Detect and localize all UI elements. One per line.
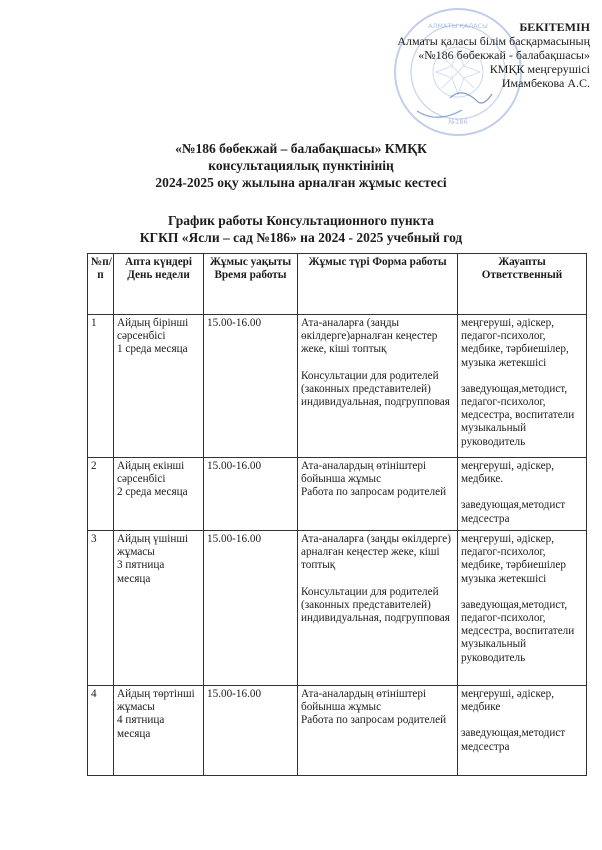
cell-time: 15.00-16.00 [204, 531, 298, 686]
day-kz: Айдың бірінші сәрсенбісі [117, 317, 189, 343]
day-kz: Айдың үшінші жұмасы [117, 533, 189, 559]
cell-day [114, 686, 204, 776]
header-form: Жұмыс түрі Форма работы [298, 254, 458, 315]
cell-form [298, 315, 458, 458]
cell-form [298, 686, 458, 776]
cell-time: 15.00-16.00 [204, 686, 298, 776]
resp-ru: заведующая,методист, педагог-психолог, медсестра, воспитатели музыкальный руководитель [461, 382, 575, 448]
form-ru: Консультации для родителей (законных представителей) индивидуальная, подгрупповая [301, 369, 450, 409]
form-kz: Ата-аналарға (заңды өкілдерге) арналған кеңестер жеке, кіші топтық [301, 533, 451, 572]
schedule-table [87, 253, 587, 776]
heading-line: консультациялық пунктінінің [208, 158, 394, 173]
resp-ru: заведующая,методист медсестра [461, 499, 566, 525]
form-kz: Ата-аналардың өтініштері бойынша жұмыс [301, 460, 427, 486]
cell-num: 3 [88, 531, 114, 686]
cell-time: 15.00-16.00 [204, 458, 298, 531]
form-ru: Консультации для родителей (законных представителей) индивидуальная, подгрупповая [301, 585, 450, 625]
approval-title: БЕКІТЕМІН [519, 20, 590, 34]
svg-text:АЛМАТЫ ҚАЛАСЫ: АЛМАТЫ ҚАЛАСЫ [428, 22, 488, 30]
resp-kz: меңгеруші, әдіскер, педагог-психолог, медбике, тәрбиешілер, музыка жетекшісі [461, 317, 569, 369]
header-num: №п/п [88, 254, 114, 315]
approval-line: Имамбекова А.С. [501, 76, 590, 90]
day-ru: 2 среда месяца [117, 486, 188, 499]
approval-line: КМҚК меңгерушісі [489, 62, 590, 76]
header-time: Жұмыс уақыты Время работы [204, 254, 298, 315]
cell-resp [458, 315, 587, 458]
svg-text:№186: №186 [448, 118, 468, 126]
approval-line: Алматы қаласы білім басқармасының [397, 34, 590, 48]
heading-line: График работы Консультационного пункта [168, 213, 434, 228]
form-kz: Ата-аналарға (заңды өкілдерге)арналған кеңестер жеке, кіші топтық [301, 317, 438, 356]
resp-kz: меңгеруші, әдіскер, медбике [461, 688, 555, 714]
cell-resp [458, 458, 587, 531]
approval-line: «№186 бөбекжай - балабақшасы» [418, 48, 590, 62]
cell-form [298, 531, 458, 686]
table-row [88, 458, 587, 531]
cell-num: 4 [88, 686, 114, 776]
header-resp: Жауапты Ответственный [458, 254, 587, 315]
header-day: Апта күндері День недели [114, 254, 204, 315]
cell-day [114, 458, 204, 531]
cell-day [114, 315, 204, 458]
form-ru: Работа по запросам родителей [301, 486, 447, 499]
cell-resp [458, 686, 587, 776]
resp-ru: заведующая,методист медсестра [461, 727, 566, 753]
table-row [88, 315, 587, 458]
heading-line: КГКП «Ясли – сад №186» на 2024 - 2025 учебный год [139, 230, 463, 245]
cell-time: 15.00-16.00 [204, 315, 298, 458]
cell-form [298, 458, 458, 531]
heading-kazakh [0, 140, 602, 191]
day-ru: 3 пятница месяца [117, 559, 165, 585]
table-row [88, 531, 587, 686]
resp-ru: заведующая,методист, педагог-психолог, медсестра, воспитатели музыкальный руководитель [461, 598, 575, 664]
day-kz: Айдың төртінші жұмасы [117, 688, 195, 714]
heading-line: 2024-2025 оқу жылына арналған жұмыс кестесі [155, 175, 447, 190]
day-ru: 4 пятница месяца [117, 714, 165, 740]
resp-kz: меңгеруші, әдіскер, медбике. [461, 460, 555, 486]
form-kz: Ата-аналардың өтініштері бойынша жұмыс [301, 688, 427, 714]
heading-russian [0, 212, 602, 246]
cell-day [114, 531, 204, 686]
day-kz: Айдың екінші сәрсенбісі [117, 460, 185, 486]
table-row [88, 686, 587, 776]
resp-kz: меңгеруші, әдіскер, педагог-психолог, медбике, тәрбиешілер музыка жетекшісі [461, 533, 566, 585]
day-ru: 1 среда месяца [117, 343, 188, 356]
cell-resp [458, 531, 587, 686]
form-ru: Работа по запросам родителей [301, 714, 447, 727]
cell-num: 2 [88, 458, 114, 531]
approval-block [397, 20, 590, 90]
cell-num: 1 [88, 315, 114, 458]
heading-line: «№186 бөбекжай – балабақшасы» КМҚК [175, 141, 427, 156]
table-header-row [88, 254, 587, 315]
